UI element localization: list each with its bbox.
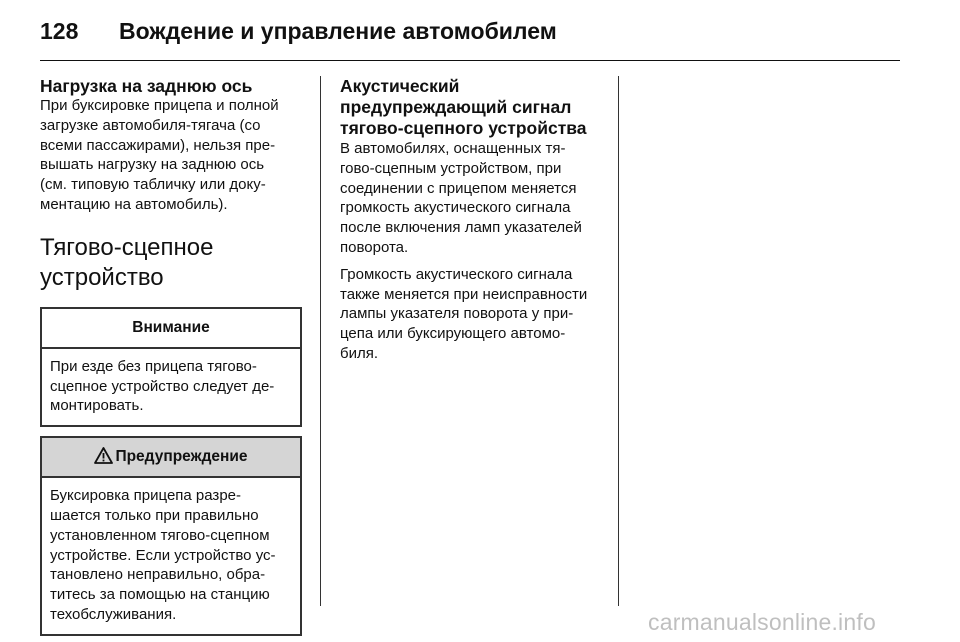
column-divider	[320, 76, 321, 606]
text-line: биля.	[340, 344, 379, 362]
page-header	[40, 18, 920, 48]
text-line: В автомобилях, оснащенных тя-	[340, 140, 566, 157]
text-line: Буксировка прицепа разре-	[50, 487, 241, 505]
text-line: При езде без прицепа тягово-	[50, 357, 257, 375]
notice-body	[42, 349, 300, 425]
text-line: лампы указателя поворота у при-	[340, 305, 574, 323]
text-line: установленном тягово-сцепном	[50, 526, 270, 544]
watermark: carmanualsonline.info	[648, 609, 876, 635]
acoustic-paragraph-2	[340, 265, 604, 364]
text-line: Громкость акустического сигнала	[340, 265, 573, 283]
text-line: монтировать.	[50, 397, 144, 415]
text-line: после включения ламп указателей	[340, 219, 582, 237]
text-line: загрузке автомобиля-тягача (со	[40, 116, 261, 134]
text-line: ментацию на автомобиль).	[40, 195, 228, 213]
page-number: 128	[40, 18, 79, 44]
text-line: титесь за помощью на станцию	[50, 586, 270, 604]
column-divider	[618, 76, 619, 606]
left-column	[40, 76, 304, 636]
text-line: цепа или буксирующего автомо-	[340, 325, 566, 343]
header-divider	[40, 60, 900, 61]
warning-title: Предупреждение	[115, 448, 248, 466]
acoustic-signal-heading	[340, 76, 604, 139]
text-line: сцепное устройство следует де-	[50, 377, 275, 395]
warning-body	[42, 478, 300, 634]
heading-line: устройство	[40, 263, 164, 291]
text-line: соединении с прицепом меняется	[340, 179, 577, 197]
acoustic-paragraph-1	[340, 139, 604, 258]
text-line: поворота.	[340, 238, 409, 256]
text-line: устройстве. Если устройство ус-	[50, 546, 276, 564]
heading-line: тягово-сцепного устройства	[340, 118, 587, 138]
text-line: (см. типовую табличку или доку-	[40, 176, 266, 194]
chapter-title: Вождение и управление автомобилем	[119, 18, 557, 44]
text-line: всеми пассажирами), нельзя пре-	[40, 136, 276, 154]
warning-title-bar	[42, 438, 300, 478]
text-line: техобслуживания.	[50, 605, 177, 623]
notice-title: Внимание	[42, 309, 300, 349]
warning-triangle-icon	[94, 441, 113, 479]
text-line: также меняется при неисправности	[340, 285, 588, 303]
rear-axle-heading: Нагрузка на заднюю ось	[40, 76, 253, 96]
heading-line: предупреждающий сигнал	[340, 97, 572, 117]
text-line: шается только при правильно	[50, 506, 259, 524]
section-heading	[40, 233, 304, 293]
text-line: вышать нагрузку на заднюю ось	[40, 156, 265, 174]
heading-line: Акустический	[340, 76, 460, 96]
warning-box	[40, 436, 302, 636]
text-line: гово-сцепным устройством, при	[340, 159, 562, 177]
notice-box	[40, 307, 302, 427]
rear-axle-paragraph	[40, 96, 304, 215]
heading-line: Тягово-сцепное	[40, 233, 214, 261]
middle-column	[340, 76, 604, 364]
text-line: громкость акустического сигнала	[340, 199, 571, 217]
text-line: При буксировке прицепа и полной	[40, 97, 279, 114]
text-line: тановлено неправильно, обра-	[50, 566, 266, 584]
